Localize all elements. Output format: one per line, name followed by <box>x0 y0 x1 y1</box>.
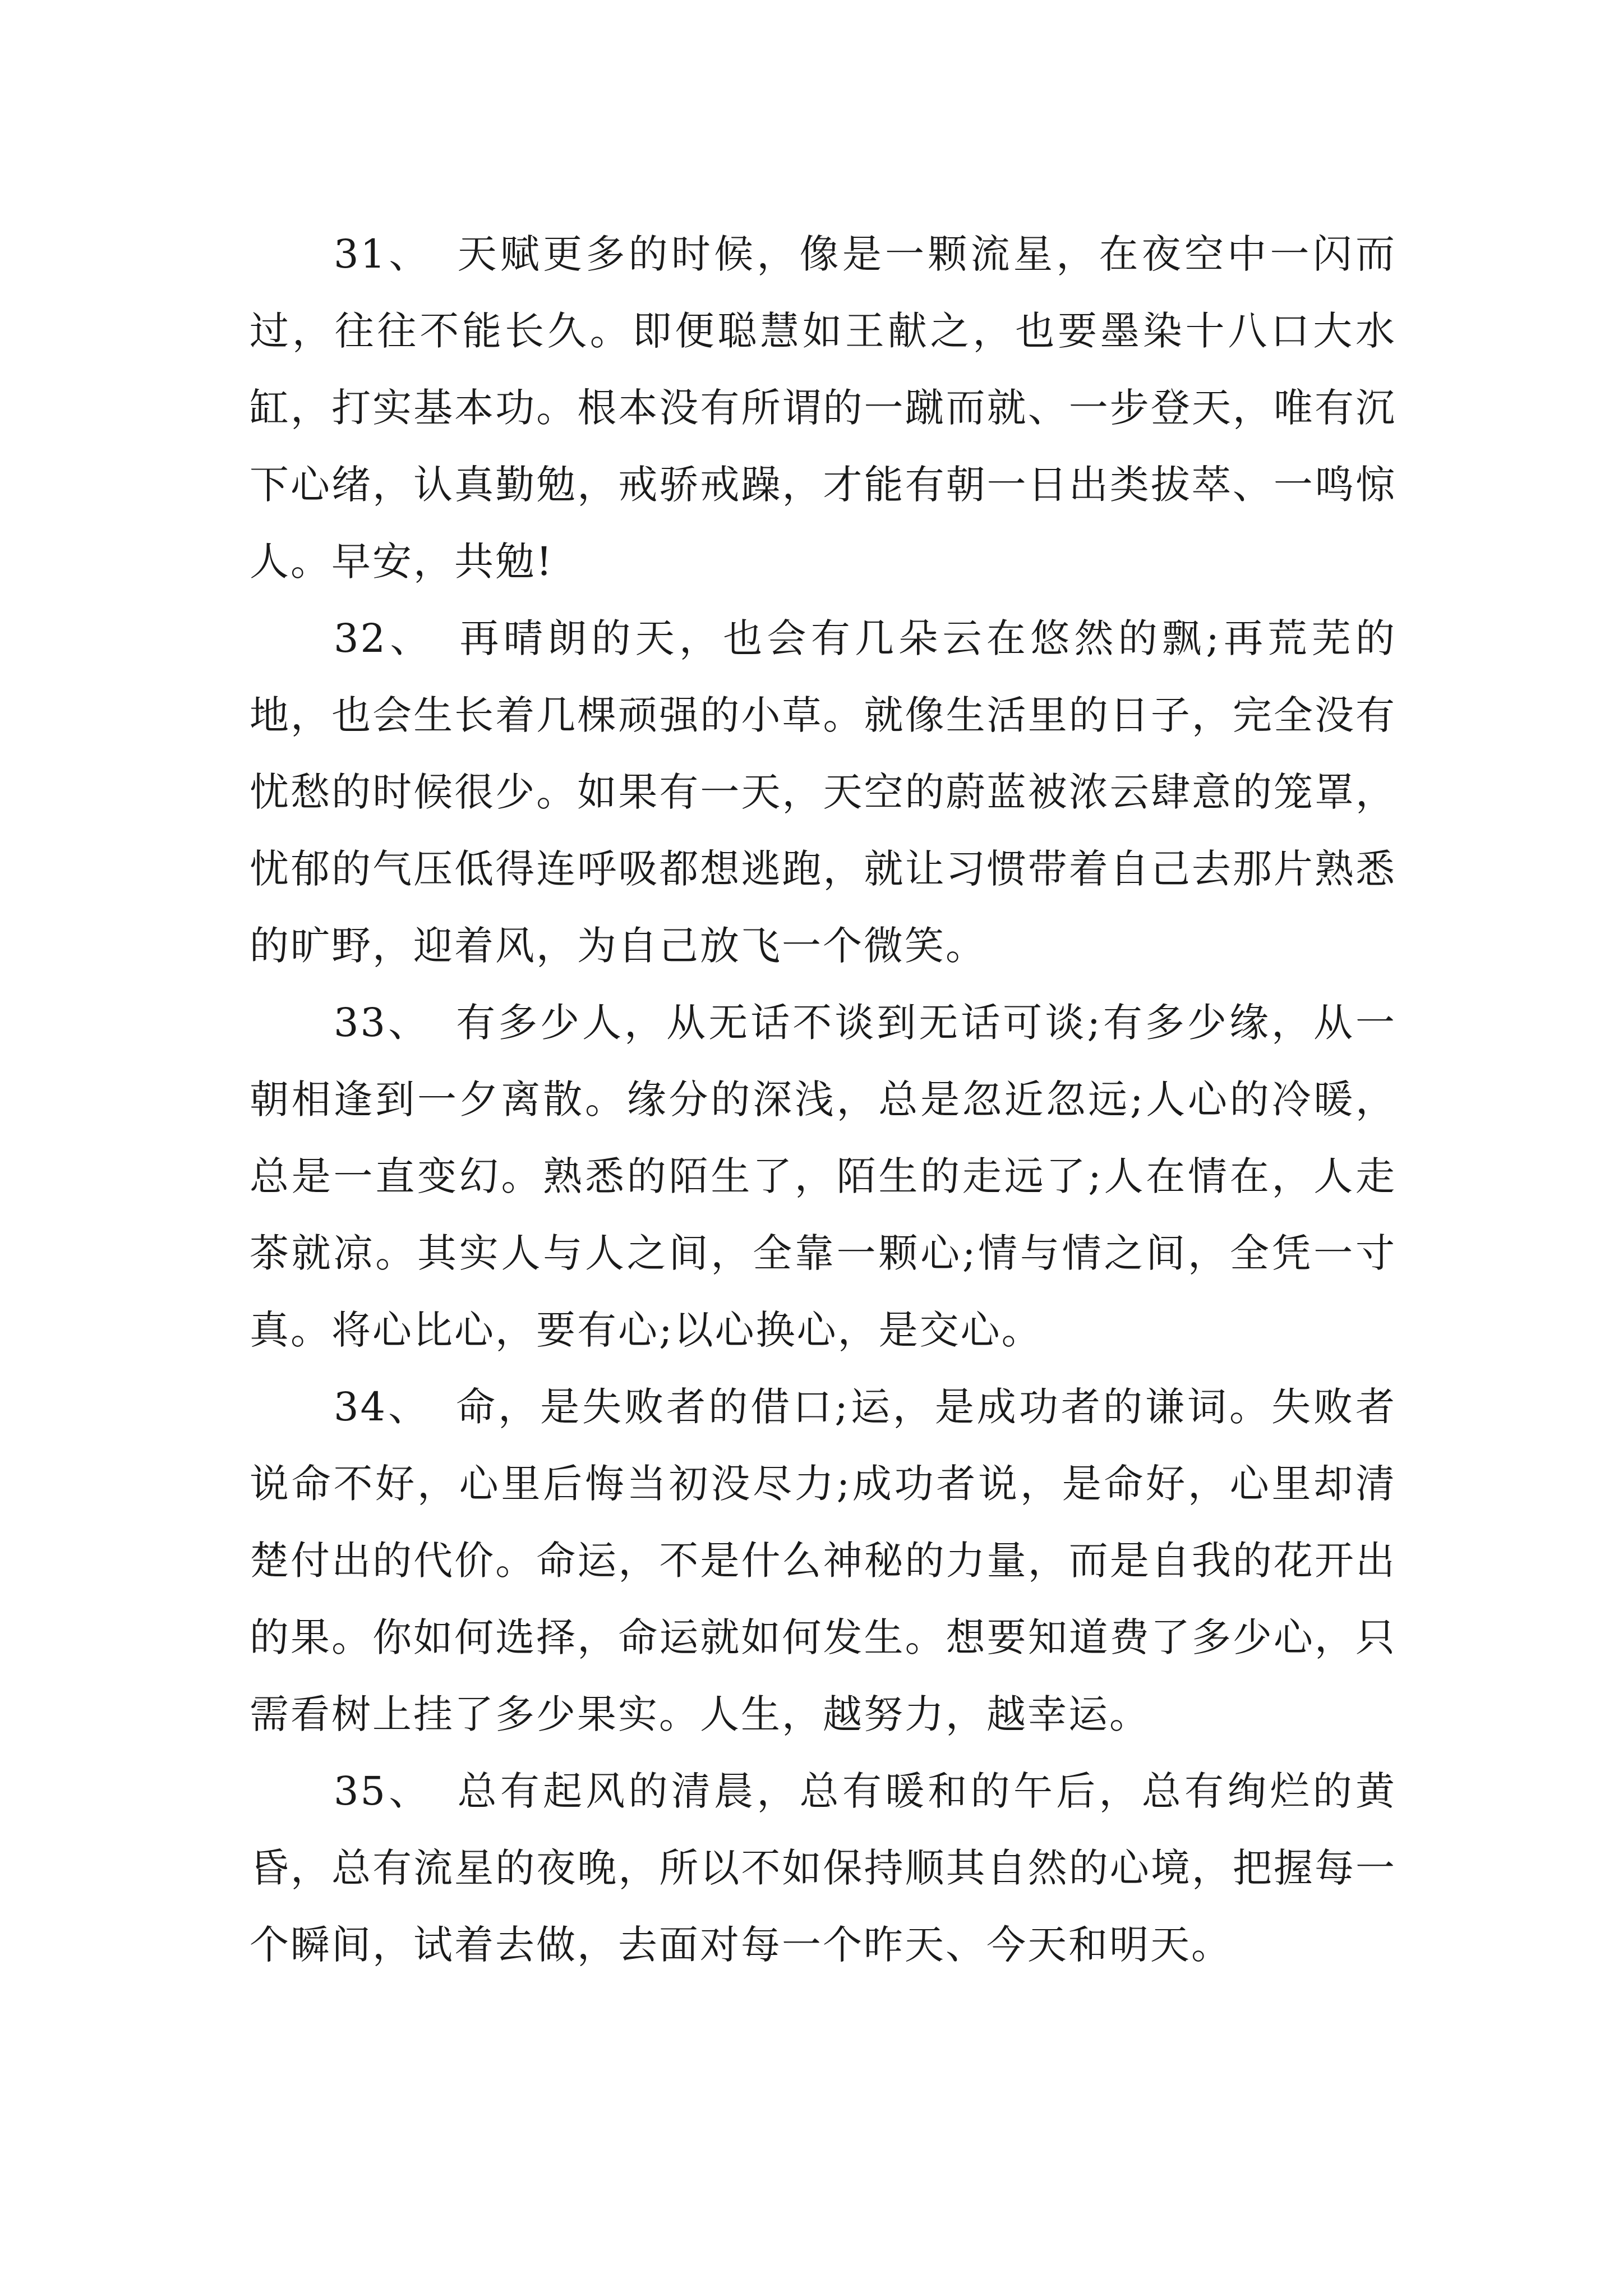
paragraph-text: 有多少人，从无话不谈到无话可谈;有多少缘，从一朝相逢到一夕离散。缘分的深浅，总是忽近忽远;人心的冷暖，总是一直变幻。熟悉的陌生了，陌生的走远了;人在情在，人走茶就凉。其实人与人之间，全靠一颗心;情与情之间，全凭一寸真。将心比心，要有心;以心换心，是交心。 <box>250 1000 1396 1353</box>
paragraph-text: 再晴朗的天，也会有几朵云在悠然的飘;再荒芜的地，也会生长着几棵顽强的小草。就像生活里的日子，完全没有忧愁的时候很少。如果有一天，天空的蔚蓝被浓云肆意的笼罩，忧郁的气压低得连呼吸都想逃跑，就让习惯带着自己去那片熟悉的旷野，迎着风，为自己放飞一个微笑。 <box>250 615 1396 969</box>
paragraph-33 <box>250 984 1396 1369</box>
paragraph-text: 命，是失败者的借口;运，是成功者的谦词。失败者说命不好，心里后悔当初没尽力;成功者说，是命好，心里却清楚付出的代价。命运，不是什么神秘的力量，而是自我的花开出的果。你如何选择，命运就如何发生。想要知道费了多少心，只需看树上挂了多少果实。人生，越努力，越幸运。 <box>250 1384 1396 1737</box>
paragraph-text: 总有起风的清晨，总有暖和的午后，总有绚烂的黄昏，总有流星的夜晚，所以不如保持顺其自然的心境，把握每一个瞬间，试着去做，去面对每一个昨天、今天和明天。 <box>250 1768 1396 1968</box>
paragraph-number: 31、 <box>334 231 432 277</box>
paragraph-number: 33、 <box>334 1000 431 1046</box>
paragraph-text: 天赋更多的时候，像是一颗流星，在夜空中一闪而过，往往不能长久。即便聪慧如王献之，也要墨染十八口大水缸，打实基本功。根本没有所谓的一蹴而就、一步登天，唯有沉下心绪，认真勤勉，戒骄戒躁，才能有朝一日出类拔萃、一鸣惊人。早安，共勉! <box>250 231 1396 585</box>
paragraph-number: 35、 <box>334 1768 432 1814</box>
paragraph-34 <box>250 1369 1396 1753</box>
paragraph-31 <box>250 216 1396 600</box>
paragraph-32 <box>250 600 1396 984</box>
paragraph-number: 32、 <box>334 615 434 661</box>
paragraph-35 <box>250 1753 1396 1984</box>
document-body <box>250 216 1396 1984</box>
paragraph-number: 34、 <box>334 1384 431 1430</box>
